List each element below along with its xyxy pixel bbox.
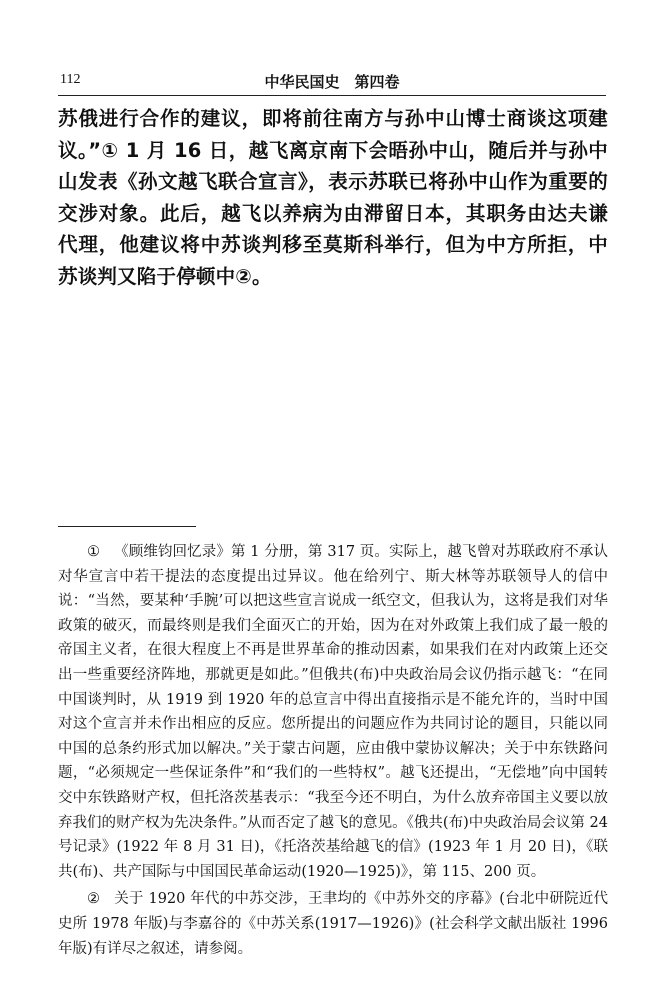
running-title: 中华民国史 第四卷 [264,73,400,91]
footnote-text: 关于 1920 年代的中苏交涉，王聿均的《中苏外交的序幕》(台北中研院近代史所 1978 年版)与李嘉谷的《中苏关系(1917—1926)》(社会科学文献出版社 1996 年版)有详尽之叙述，请参阅。 [58,891,608,957]
page-header [58,70,606,92]
footnote-marker: ① [87,544,100,560]
page-number: 112 [60,72,81,87]
footnote-separator [58,526,196,527]
footnotes [58,540,608,964]
footnote-text: 《顾维钧回忆录》第 1 分册，第 317 页。实际上，越飞曾对苏联政府不承认对华宣言中若干提法的态度提出过异议。他在给列宁、斯大林等苏联领导人的信中说：“当然，要某种‘手腕’可以把这些宣言说成一纸空文，但我认为，这将是我们对华政策的破灭，而最终则是我们全面灭亡的开始，因为在对外政策上我们成了最一般的帝国主义者，在很大程度上不再是世界革命的推动因素，如果我们在对内政策上还交出一些重要经济阵地，那就更是如此。”但俄共(布)中央政治局会议仍指示越飞：“在同中国谈判时，从 1919 到 1920 年的总宣言中得出直接指示是不能允许的，当时中国对这个宣言并未作出相应的反应。您所提出的问题应作为共同讨论的题目，只能以同中国的总条约形式加以解决。”关于蒙古问题，应由俄中蒙协议解决；关于中东铁路问题，“必须规定一些保证条件”和“我们的一些特权”。越飞还提出，“无偿地”向中国转交中东铁路财产权，但托洛茨基表示：“我至今还不明白，为什么放弃帝国主义要以放弃我们的财产权为先决条件。”从而否定了越飞的意见。《俄共(布)中央政治局会议第 24 号记录》(1922 年 8 月 31 日)，《托洛茨基给越飞的信》(1923 年 1 月 20 日)，《联共(布)、共产国际与中国国民革命运动(1920—1925)》，第 115、200 页。 [58,544,608,880]
footnote-2 [58,887,608,961]
footnote-marker: ② [87,891,100,908]
footnote-1 [58,540,608,884]
body-paragraph: 苏俄进行合作的建议，即将前往南方与孙中山博士商谈这项建议。”① 1 月 16 日，越飞离京南下会晤孙中山，随后并与孙中山发表《孙文越飞联合宣言》，表示苏联已将孙中山作为重要的交涉对象。此后，越飞以养病为由滞留日本，其职务由达夫谦代理，他建议将中苏谈判移至莫斯科举行，但为中方所拒，中苏谈判又陷于停顿中②。 [58,107,608,288]
header-rule [58,95,606,96]
main-text [58,103,608,292]
